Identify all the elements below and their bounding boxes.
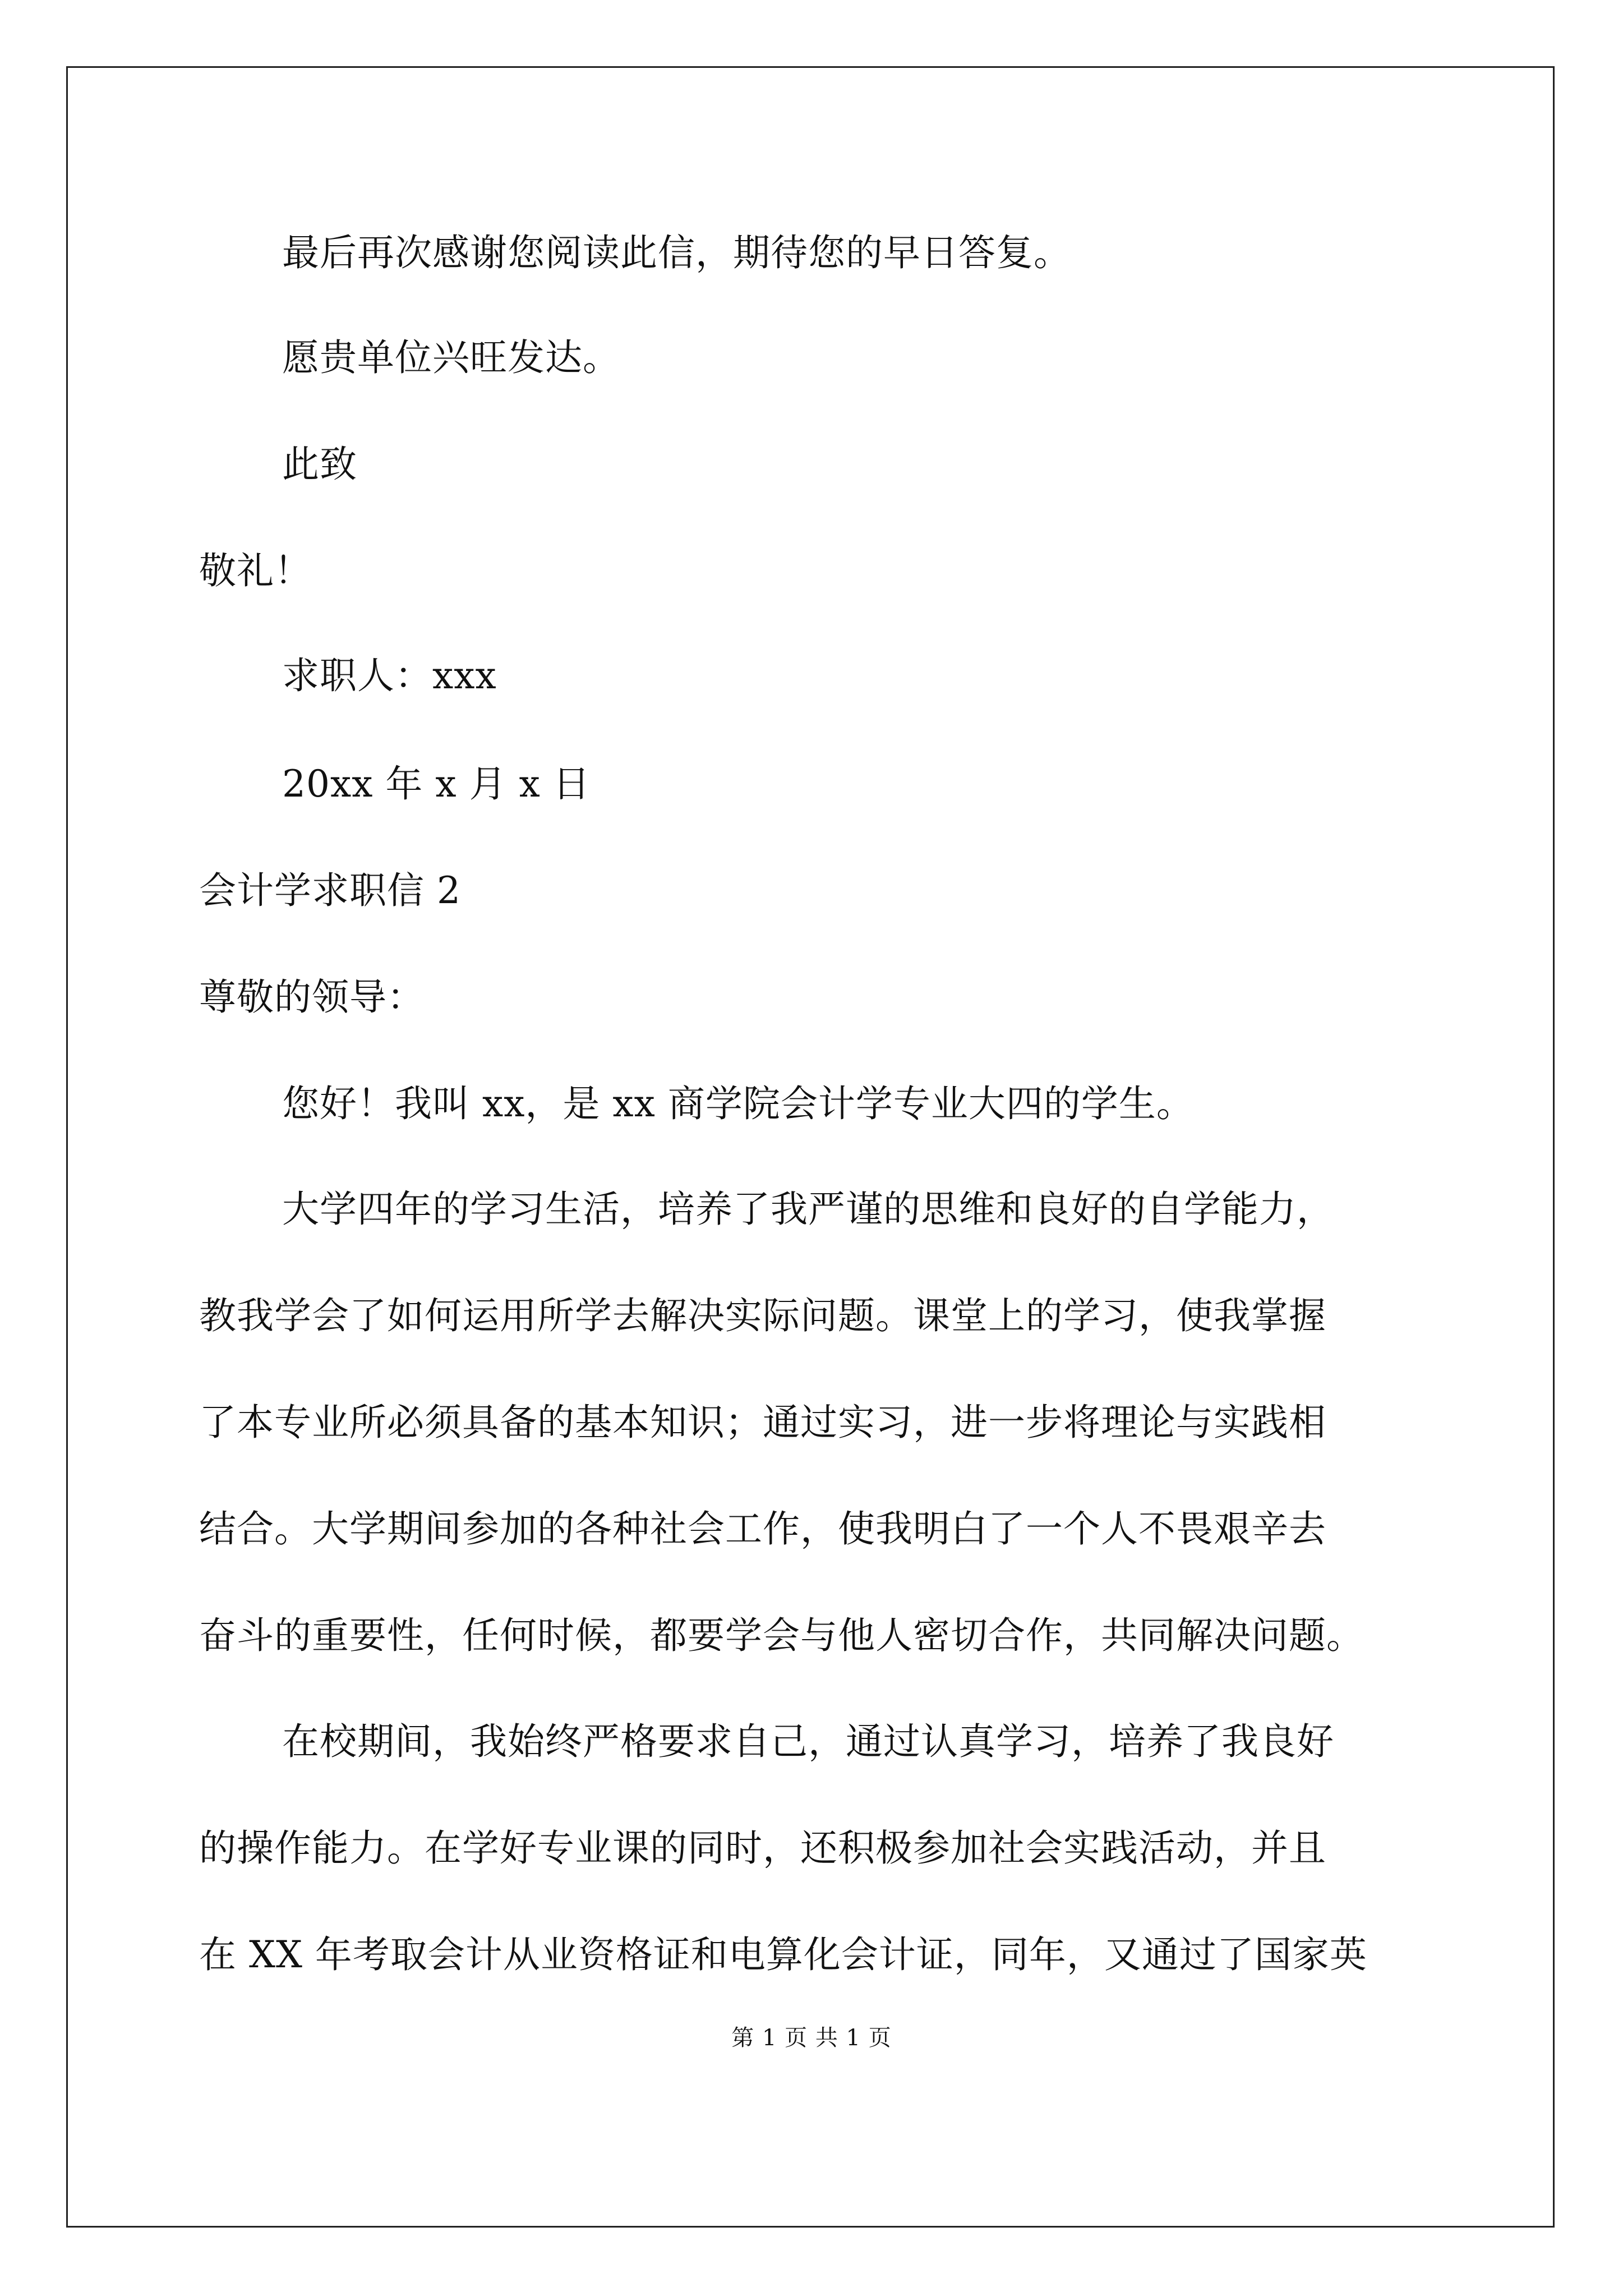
paragraph-2-line-1: 在校期间，我始终严格要求自己，通过认真学习，培养了我良好 xyxy=(282,1720,1334,1763)
salutation-ci-zhi: 此致 xyxy=(282,443,357,486)
greeting-line: 尊敬的领导： xyxy=(199,976,425,1019)
paragraph-1-line-2: 教我学会了如何运用所学去解决实际问题。课堂上的学习，使我掌握 xyxy=(199,1294,1326,1337)
salutation-jing-li: 敬礼！ xyxy=(199,549,312,592)
page-border xyxy=(66,66,1555,2228)
page-footer: 第 1 页 共 1 页 xyxy=(731,2025,892,2051)
applicant-signature: 求职人：xxx xyxy=(282,654,497,697)
section-title: 会计学求职信 2 xyxy=(199,869,461,912)
letter-date: 20xx 年 x 月 x 日 xyxy=(282,762,591,806)
paragraph-1-line-1: 大学四年的学习生活，培养了我严谨的思维和良好的自学能力， xyxy=(282,1188,1334,1231)
paragraph-2-line-2: 的操作能力。在学好专业课的同时，还积极参加社会实践活动，并且 xyxy=(199,1826,1326,1870)
paragraph-1-line-3: 了本专业所必须具备的基本知识；通过实习，进一步将理论与实践相 xyxy=(199,1401,1326,1444)
wishes-line: 愿贵单位兴旺发达。 xyxy=(282,336,620,379)
paragraph-1-line-5: 奋斗的重要性，任何时候，都要学会与他人密切合作，共同解决问题。 xyxy=(199,1614,1364,1657)
closing-thanks-line: 最后再次感谢您阅读此信，期待您的早日答复。 xyxy=(282,231,1071,274)
intro-paragraph: 您好！我叫 xx，是 xx 商学院会计学专业大四的学生。 xyxy=(282,1082,1194,1125)
paragraph-2-line-3: 在 XX 年考取会计从业资格证和电算化会计证，同年，又通过了国家英 xyxy=(199,1933,1367,1976)
paragraph-1-line-4: 结合。大学期间参加的各种社会工作，使我明白了一个人不畏艰辛去 xyxy=(199,1507,1326,1550)
